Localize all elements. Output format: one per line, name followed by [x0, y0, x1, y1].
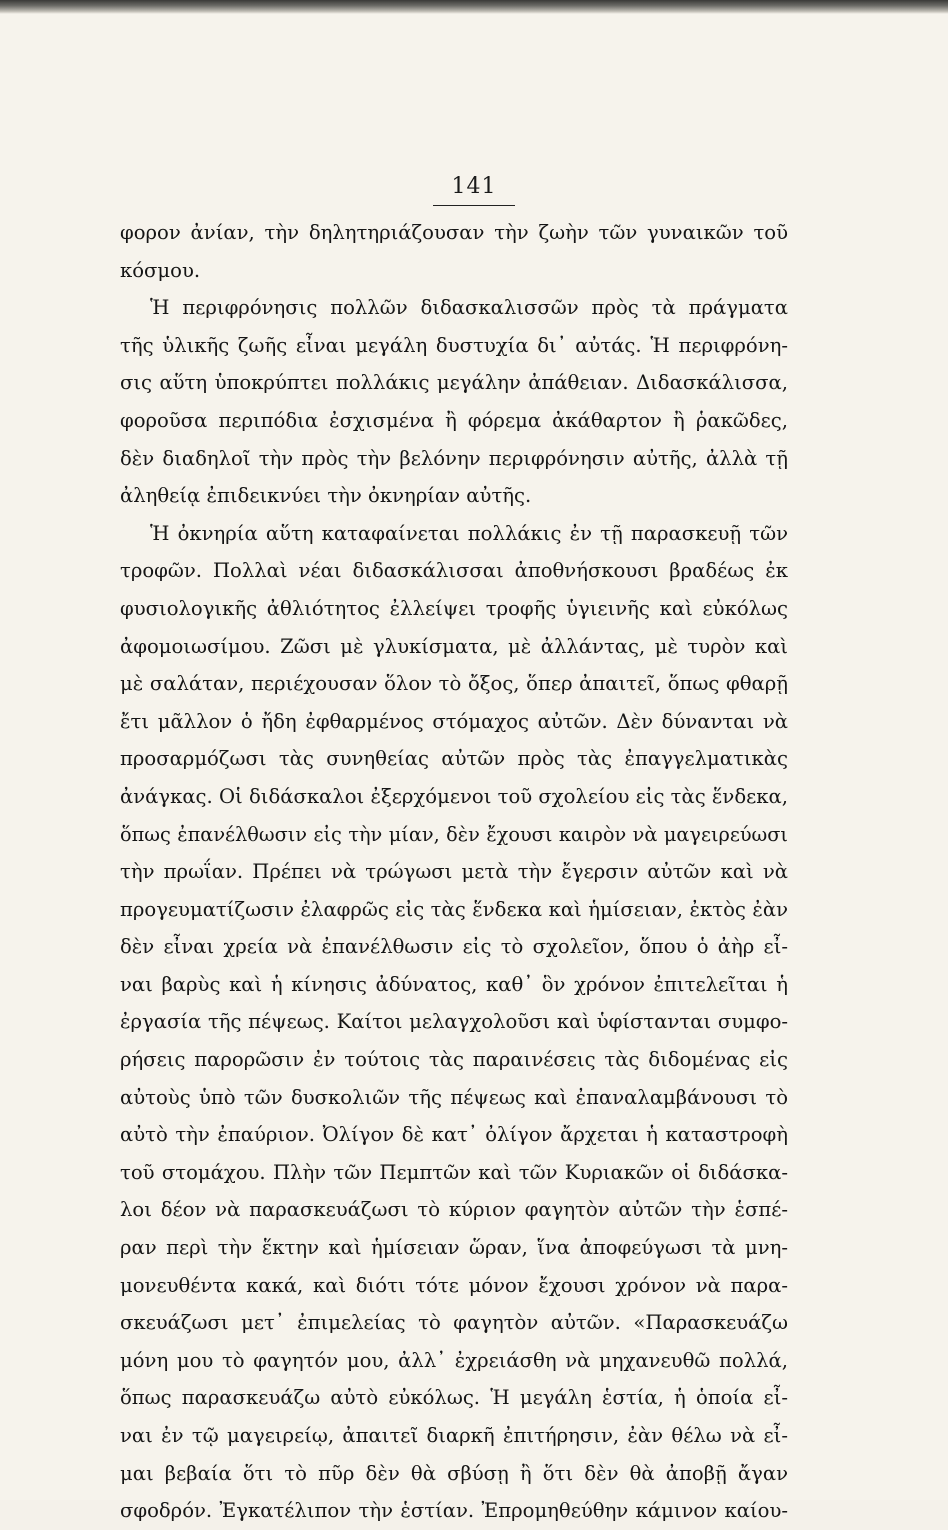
text-line: ἔτι μᾶλλον ὁ ἤδη ἐφθαρμένος στόμαχος αὐτῶν. Δὲν δύνανται νὰ: [120, 709, 788, 733]
text-line: Ἡ ὀκνηρία αὕτη καταφαίνεται πολλάκις ἐν τῇ παρασκευῇ τῶν: [150, 521, 788, 545]
text-line: αὐτοὺς ὑπὸ τῶν δυσκολιῶν τῆς πέψεως καὶ ἐπαναλαμβάνουσι τὸ: [120, 1085, 788, 1109]
text-line: ὅπως παρασκευάζω αὐτὸ εὐκόλως. Ἡ μεγάλη ἑστία, ἡ ὁποία εἶ-: [120, 1386, 788, 1410]
text-line: ἐργασία τῆς πέψεως. Καίτοι μελαγχολοῦσι καὶ ὑφίστανται συμφο-: [120, 1010, 788, 1034]
text-line: προσαρμόζωσι τὰς συνηθείας αὐτῶν πρὸς τὰς ἐπαγγελματικὰς: [120, 747, 788, 771]
text-line: τοῦ στομάχου. Πλὴν τῶν Πεμπτῶν καὶ τῶν Κυριακῶν οἱ διδάσκα-: [120, 1160, 788, 1184]
text-line: σφοδρόν. Ἐγκατέλιπον τὴν ἑστίαν. Ἐπρομηθεύθην κάμινον καίου-: [120, 1499, 788, 1523]
text-line: σις αὕτη ὑποκρύπτει πολλάκις μεγάλην ἀπάθειαν. Διδασκάλισσα,: [120, 371, 788, 395]
text-line: δὲν εἶναι χρεία νὰ ἐπανέλθωσιν εἰς τὸ σχολεῖον, ὅπου ὁ ἀὴρ εἶ-: [120, 935, 788, 959]
text-line: μόνη μου τὸ φαγητόν μου, ἀλλ᾽ ἐχρειάσθη νὰ μηχανευθῶ πολλά,: [120, 1348, 788, 1372]
text-line: τὴν πρωΐαν. Πρέπει νὰ τρώγωσι μετὰ τὴν ἔγερσιν αὐτῶν καὶ νὰ: [120, 860, 788, 884]
scan-top-edge: [0, 0, 948, 14]
text-line: ναι ἐν τῷ μαγειρείῳ, ἀπαιτεῖ διαρκῆ ἐπιτήρησιν, ἐὰν θέλω νὰ εἶ-: [120, 1424, 788, 1447]
text-line: τροφῶν. Πολλαὶ νέαι διδασκάλισσαι ἀποθνήσκουσι βραδέως ἐκ: [120, 559, 788, 583]
text-line: Ἡ περιφρόνησις πολλῶν διδασκαλισσῶν πρὸς τὰ πράγματα: [150, 296, 788, 320]
text-line: ρήσεις παρορῶσιν ἐν τούτοις τὰς παραινέσεις τὰς διδομένας εἰς: [120, 1048, 788, 1072]
text-line: φυσιολογικῆς ἀθλιότητος ἐλλείψει τροφῆς ὑγιεινῆς καὶ εὐκόλως: [120, 596, 788, 620]
text-line: ραν περὶ τὴν ἕκτην καὶ ἡμίσειαν ὥραν, ἵνα ἀποφεύγωσι τὰ μνη-: [120, 1236, 788, 1260]
text-line: αὐτὸ τὴν ἐπαύριον. Ὀλίγον δὲ κατ᾽ ὀλίγον ἄρχεται ἡ καταστροφὴ: [120, 1123, 788, 1147]
text-line: φοροῦσα περιπόδια ἐσχισμένα ἢ φόρεμα ἀκάθαρτον ἢ ῥακῶδες,: [120, 408, 788, 432]
text-line: ναι βαρὺς καὶ ἡ κίνησις ἀδύνατος, καθ᾽ ὃν χρόνον ἐπιτελεῖται ἡ: [120, 972, 788, 996]
text-line: δὲν διαδηλοῖ τὴν πρὸς τὴν βελόνην περιφρόνησιν αὐτῆς, ἀλλὰ τῇ: [120, 446, 788, 470]
text-line: ὅπως ἐπανέλθωσιν εἰς τὴν μίαν, δὲν ἔχουσι καιρὸν νὰ μαγειρεύωσι: [120, 822, 788, 846]
text-line: ἀνάγκας. Οἱ διδάσκαλοι ἐξερχόμενοι τοῦ σχολείου εἰς τὰς ἕνδεκα,: [120, 784, 788, 808]
text-line: κόσμου.: [120, 258, 201, 282]
text-line: μαι βεβαία ὅτι τὸ πῦρ δὲν θὰ σβύσῃ ἢ ὅτι δὲν θὰ ἀποβῇ ἄγαν: [120, 1461, 788, 1485]
text-line: προγευματίζωσιν ἐλαφρῶς εἰς τὰς ἕνδεκα καὶ ἡμίσειαν, ἐκτὸς ἐὰν: [120, 897, 788, 921]
body-text: [120, 214, 788, 1530]
page-number-rule: [433, 205, 515, 206]
page-number: 141: [451, 174, 497, 199]
text-line: μὲ σαλάταν, περιέχουσαν ὅλον τὸ ὄξος, ὅπερ ἀπαιτεῖ, ὅπως φθαρῇ: [120, 672, 788, 696]
text-line: σκευάζωσι μετ᾽ ἐπιμελείας τὸ φαγητὸν αὐτῶν. «Παρασκευάζω: [120, 1311, 788, 1335]
text-line: ἀληθείᾳ ἐπιδεικνύει τὴν ὀκνηρίαν αὐτῆς.: [120, 484, 532, 508]
text-line: τῆς ὑλικῆς ζωῆς εἶναι μεγάλη δυστυχία δι᾽ αὐτάς. Ἡ περιφρόνη-: [120, 333, 788, 357]
text-line: μονευθέντα κακά, καὶ διότι τότε μόνον ἔχουσι χρόνον νὰ παρα-: [120, 1273, 788, 1297]
text-line: φορον ἀνίαν, τὴν δηλητηριάζουσαν τὴν ζωὴν τῶν γυναικῶν τοῦ: [120, 221, 788, 244]
text-line: λοι δέον νὰ παρασκευάζωσι τὸ κύριον φαγητὸν αὐτῶν τὴν ἑσπέ-: [120, 1198, 788, 1222]
text-line: ἀφομοιωσίμου. Ζῶσι μὲ γλυκίσματα, μὲ ἀλλάντας, μὲ τυρὸν καὶ: [120, 634, 788, 658]
